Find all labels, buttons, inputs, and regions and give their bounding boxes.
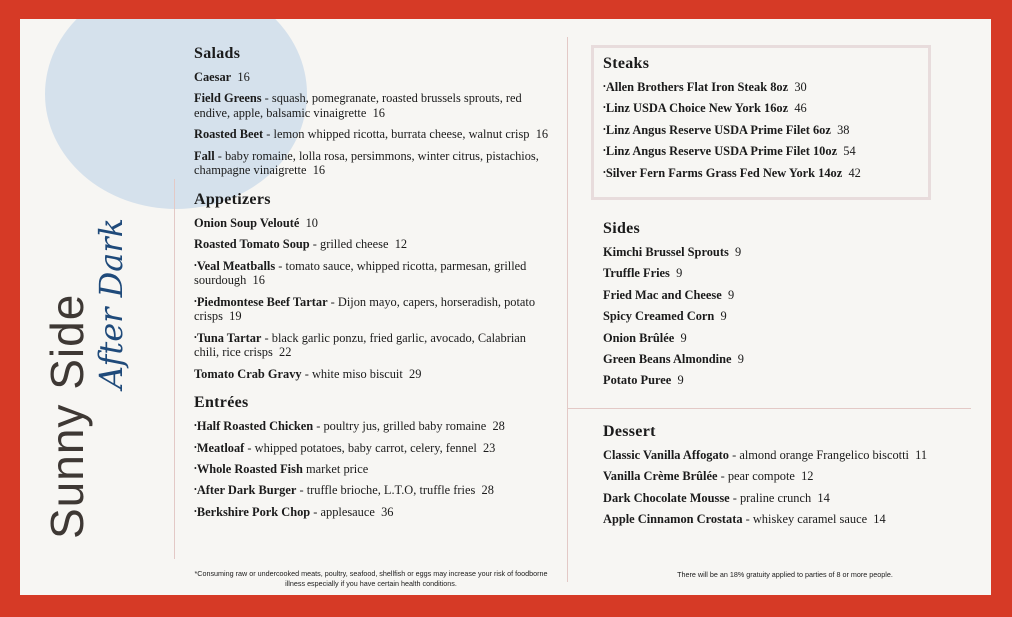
item-name: Linz Angus Reserve USDA Prime Filet 10oz <box>605 144 838 159</box>
raw-food-marker: • <box>194 464 197 474</box>
item-price: 30 <box>794 80 807 94</box>
item-name: Half Roasted Chicken <box>196 419 314 434</box>
appetizers-heading: Appetizers <box>194 190 271 208</box>
item-description: poultry jus, grilled baby romaine <box>323 419 487 434</box>
menu-item <box>603 491 973 506</box>
steaks-heading: Steaks <box>603 55 650 72</box>
sides-list <box>603 245 963 388</box>
item-name: Potato Puree <box>603 373 672 388</box>
menu-item <box>194 441 554 456</box>
item-name: Linz USDA Choice New York 16oz <box>605 101 789 116</box>
item-price: 9 <box>720 309 727 324</box>
item-description: almond orange Frangelico biscotti <box>739 448 909 462</box>
menu-item <box>603 288 963 303</box>
item-separator: - <box>729 490 740 505</box>
menu-page <box>20 19 991 595</box>
item-price: 16 <box>237 70 250 84</box>
menu-item <box>603 245 963 260</box>
item-separator: - <box>263 127 274 142</box>
item-separator: - <box>310 504 321 519</box>
item-name: Vanilla Crème Brûlée <box>603 469 718 484</box>
item-description: applesauce <box>320 504 375 519</box>
item-name: Onion Soup Velouté <box>194 215 300 230</box>
menu-item <box>603 352 963 367</box>
entrees-section <box>194 394 554 519</box>
item-price: 28 <box>492 419 505 434</box>
raw-food-marker: • <box>194 421 197 431</box>
item-name: Truffle Fries <box>603 266 670 281</box>
item-description: Dijon mayo, capers, horseradish, potato crisps <box>194 294 536 324</box>
item-description: baby romaine, lolla rosa, persimmons, winter citrus, pistachios, champagne vinaigrette <box>194 148 539 178</box>
item-price: 12 <box>394 237 408 252</box>
brand-tagline: After Dark <box>92 217 130 389</box>
item-name: Field Greens <box>194 91 262 106</box>
item-price: 9 <box>677 373 684 388</box>
steaks-list <box>603 80 933 180</box>
item-name: Apple Cinnamon Crostata <box>603 512 743 527</box>
item-description: squash, pomegranate, roasted brussels sprouts, red endive, apple, balsamic vinaigrette <box>194 91 522 120</box>
item-price: 46 <box>794 101 807 116</box>
sides-heading: Sides <box>603 220 641 237</box>
menu-item <box>194 483 554 498</box>
item-name: Fall <box>194 148 215 163</box>
salads-list <box>194 70 554 178</box>
item-description: white miso biscuit <box>311 366 403 381</box>
salads-section <box>194 45 554 178</box>
item-price: 9 <box>727 287 735 302</box>
menu-item <box>194 419 554 434</box>
item-price: 28 <box>481 483 494 498</box>
item-price: 12 <box>801 469 814 484</box>
item-description: whipped potatoes, baby carrot, celery, fennel <box>254 440 477 455</box>
menu-item <box>194 295 554 324</box>
menu-item <box>194 127 554 142</box>
raw-food-marker: • <box>603 167 606 177</box>
menu-item <box>603 373 963 388</box>
divider-center <box>567 37 568 582</box>
item-name: Piedmontese Beef Tartar <box>196 294 328 309</box>
menu-item <box>194 331 554 360</box>
raw-food-marker: • <box>603 146 606 156</box>
item-name: Veal Meatballs <box>196 258 276 273</box>
raw-food-marker: • <box>603 103 606 113</box>
menu-item <box>194 367 554 382</box>
item-name: Linz Angus Reserve USDA Prime Filet 6oz <box>605 122 831 137</box>
item-separator: - <box>214 148 225 163</box>
item-price: 9 <box>676 266 683 281</box>
menu-item <box>603 331 963 346</box>
entrees-list <box>194 419 554 519</box>
item-price: 16 <box>312 163 326 178</box>
menu-item <box>603 448 973 463</box>
menu-item <box>603 266 963 281</box>
brand-name: Sunny Side <box>41 293 93 539</box>
menu-item <box>194 70 554 85</box>
entrees-heading: Entrées <box>194 394 249 412</box>
item-name: Berkshire Pork Chop <box>196 504 311 519</box>
item-separator: - <box>296 483 307 498</box>
item-price: 23 <box>482 440 496 455</box>
item-name: Dark Chocolate Mousse <box>603 490 730 505</box>
item-price: 16 <box>535 127 549 142</box>
item-description: praline crunch <box>739 490 812 505</box>
item-description: black garlic ponzu, fried garlic, avocado, Calabrian chili, rice crisps <box>194 330 527 360</box>
item-name: Onion Brûlée <box>603 330 675 345</box>
divider-left <box>174 179 175 559</box>
item-separator: - <box>275 258 286 273</box>
item-separator: - <box>309 237 321 252</box>
item-name: Whole Roasted Fish <box>196 462 303 477</box>
raw-food-marker: • <box>194 506 197 516</box>
appetizers-section <box>194 191 554 381</box>
item-description: whiskey caramel sauce <box>752 512 868 527</box>
raw-food-marker: • <box>194 332 197 342</box>
disclaimer-gratuity: There will be an 18% gratuity applied to parties of 8 or more people. <box>677 570 893 579</box>
item-separator: - <box>742 512 753 527</box>
raw-food-marker: • <box>194 442 197 452</box>
menu-item <box>194 91 554 120</box>
item-price: 38 <box>837 122 850 137</box>
item-description: market price <box>305 462 369 477</box>
item-description: truffle brioche, L.T.O, truffle fries <box>306 483 476 498</box>
item-separator: - <box>244 440 255 455</box>
menu-item <box>603 166 933 181</box>
raw-food-marker: • <box>194 485 197 495</box>
item-name: Tomato Crab Gravy <box>194 366 302 381</box>
salads-heading: Salads <box>194 45 241 62</box>
item-price: 14 <box>873 512 886 527</box>
steaks-section <box>603 55 933 187</box>
menu-item <box>194 216 554 231</box>
item-price: 9 <box>734 245 742 259</box>
item-name: Tuna Tartar <box>196 330 262 345</box>
divider-right-horizontal <box>568 408 971 409</box>
menu-item <box>603 512 973 527</box>
sides-section <box>603 220 963 395</box>
dessert-heading: Dessert <box>603 423 656 440</box>
item-name: Green Beans Almondine <box>603 351 732 366</box>
item-name: Classic Vanilla Affogato <box>603 448 729 462</box>
item-name: Caesar <box>194 70 232 84</box>
item-price: 16 <box>372 105 385 120</box>
item-price: 14 <box>817 490 830 505</box>
menu-item <box>603 101 933 116</box>
item-name: Fried Mac and Cheese <box>603 287 722 302</box>
raw-food-marker: • <box>603 124 606 134</box>
item-price: 10 <box>305 215 318 230</box>
item-description: grilled cheese <box>320 237 389 252</box>
menu-item <box>194 149 554 178</box>
item-price: 16 <box>252 273 265 288</box>
item-name: Allen Brothers Flat Iron Steak 8oz <box>605 80 789 94</box>
item-description: tomato sauce, whipped ricotta, parmesan, grilled sourdough <box>194 258 527 288</box>
menu-item <box>194 505 554 520</box>
item-separator: - <box>717 469 728 484</box>
item-price: 19 <box>229 309 242 324</box>
item-description: pear compote <box>727 469 795 484</box>
item-price: 42 <box>848 165 861 180</box>
item-name: Roasted Beet <box>194 127 264 142</box>
menu-item <box>603 469 973 484</box>
item-separator: - <box>729 448 740 462</box>
item-price: 54 <box>843 144 856 159</box>
item-price: 29 <box>409 366 422 381</box>
raw-food-marker: • <box>603 82 606 91</box>
item-name: Meatloaf <box>196 440 245 455</box>
item-price: 9 <box>737 351 744 366</box>
menu-item <box>603 144 933 159</box>
item-name: Roasted Tomato Soup <box>194 237 310 252</box>
item-separator: - <box>327 294 338 309</box>
dessert-section <box>603 423 973 534</box>
menu-item <box>194 462 554 477</box>
brand-logo <box>34 39 144 539</box>
left-column <box>194 45 554 526</box>
item-separator: - <box>313 419 324 434</box>
disclaimer-raw-food: *Consuming raw or undercooked meats, poultry, seafood, shellfish or eggs may increase your risk of foodborne illness especially if you have certain health conditions. <box>194 569 548 588</box>
item-separator: - <box>301 366 312 381</box>
menu-item <box>603 80 933 95</box>
item-name: Spicy Creamed Corn <box>603 309 715 324</box>
menu-item <box>194 259 554 288</box>
item-separator: - <box>261 91 272 106</box>
item-price: 11 <box>915 448 928 462</box>
raw-food-marker: • <box>194 296 197 306</box>
item-name: Kimchi Brussel Sprouts <box>603 245 729 259</box>
menu-item <box>194 237 554 252</box>
raw-food-marker: • <box>194 260 197 270</box>
item-name: Silver Fern Farms Grass Fed New York 14oz <box>605 165 843 180</box>
menu-item <box>603 123 933 138</box>
dessert-list <box>603 448 973 527</box>
item-name: After Dark Burger <box>196 483 297 498</box>
item-price: 22 <box>279 345 292 360</box>
item-separator: - <box>261 330 272 345</box>
item-description: lemon whipped ricotta, burrata cheese, walnut crisp <box>273 127 530 142</box>
item-price: 9 <box>680 330 687 345</box>
item-price: 36 <box>381 504 394 519</box>
menu-item <box>603 309 963 324</box>
appetizers-list <box>194 216 554 381</box>
